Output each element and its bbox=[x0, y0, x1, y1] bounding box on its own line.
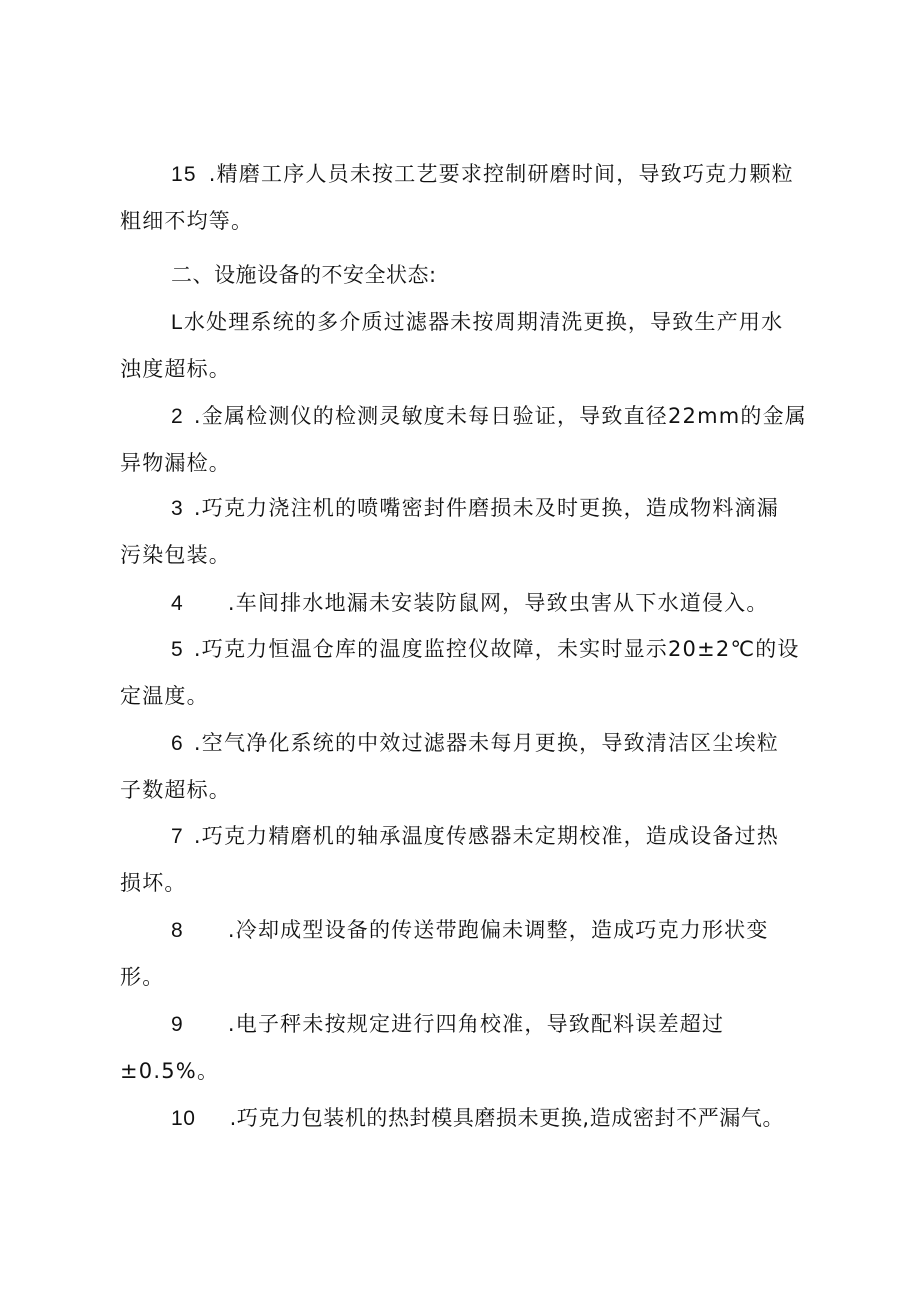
item-number: 10 bbox=[171, 1107, 196, 1130]
item-number: 6 bbox=[171, 732, 184, 755]
item-text-continued: 定温度。 bbox=[120, 684, 209, 708]
item-text-continued: 异物漏检。 bbox=[120, 451, 231, 475]
item-text: .冷却成型设备的传送带跑偏未调整，造成巧克力形状变 bbox=[227, 918, 769, 942]
item-text: .巧克力恒温仓库的温度监控仪故障，未实时显示20±2℃的设 bbox=[193, 637, 800, 661]
list-item-2 bbox=[120, 393, 810, 486]
item-text-continued: 损坏。 bbox=[120, 871, 187, 895]
item-number: 2 bbox=[171, 405, 184, 428]
item-text-continued: ±0.5%。 bbox=[120, 1059, 220, 1083]
list-item-10 bbox=[120, 1095, 840, 1142]
item-text: .巧克力浇注机的喷嘴密封件磨损未及时更换，造成物料滴漏 bbox=[193, 496, 779, 520]
item-text: .金属检测仪的检测灵敏度未每日验证，导致直径22mm的金属 bbox=[193, 404, 807, 428]
item-number: 15 bbox=[171, 163, 197, 186]
item-text: .巧克力精磨机的轴承温度传感器未定期校准，造成设备过热 bbox=[193, 824, 779, 848]
section-heading: 二、设施设备的不安全状态: bbox=[171, 263, 437, 287]
item-text: .车间排水地漏未安装防鼠网，导致虫害从下水道侵入。 bbox=[227, 591, 769, 615]
list-item-1 bbox=[120, 299, 810, 392]
item-number: L bbox=[171, 311, 184, 334]
list-item-3 bbox=[120, 485, 810, 578]
item-text: .精磨工序人员未按工艺要求控制研磨时间，导致巧克力颗粒 bbox=[208, 162, 794, 186]
item-text: 水处理系统的多介质过滤器未按周期清洗更换，导致生产用水 bbox=[183, 310, 784, 334]
item-number: 8 bbox=[171, 919, 184, 942]
item-text-continued: 粗细不均等。 bbox=[120, 209, 254, 233]
item-number: 9 bbox=[171, 1013, 184, 1036]
list-item-9 bbox=[120, 1001, 810, 1094]
item-text-continued: 形。 bbox=[120, 965, 165, 989]
list-item-15 bbox=[120, 151, 810, 244]
item-text-continued: 污染包装。 bbox=[120, 543, 231, 567]
item-text-continued: 子数超标。 bbox=[120, 778, 231, 802]
list-item-8 bbox=[120, 907, 810, 1000]
item-text: .空气净化系统的中效过滤器未每月更换，导致清洁区尘埃粒 bbox=[193, 731, 779, 755]
list-item-4 bbox=[120, 580, 810, 627]
item-text: .电子秤未按规定进行四角校准，导致配料误差超过 bbox=[227, 1012, 725, 1036]
list-item-5 bbox=[120, 626, 810, 719]
item-text-continued: 浊度超标。 bbox=[120, 357, 231, 381]
item-number: 3 bbox=[171, 497, 184, 520]
item-text: .巧克力包装机的热封模具磨损未更换,造成密封不严漏气。 bbox=[229, 1106, 785, 1130]
item-number: 7 bbox=[171, 825, 184, 848]
item-number: 4 bbox=[171, 592, 184, 615]
item-number: 5 bbox=[171, 638, 184, 661]
list-item-7 bbox=[120, 813, 810, 906]
list-item-6 bbox=[120, 720, 810, 813]
